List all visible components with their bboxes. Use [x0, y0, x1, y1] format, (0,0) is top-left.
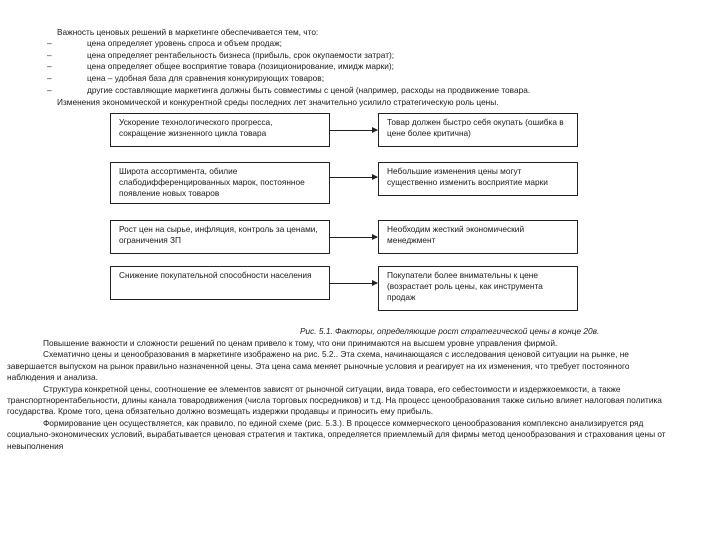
arrow-connector [330, 283, 377, 284]
factor-box: Рост цен на сырье, инфляция, контроль за ценами, ограничения ЗП [110, 220, 330, 254]
arrow-connector [330, 177, 377, 178]
arrow-connector [330, 237, 377, 238]
bullet-item: цена определяет общее восприятие товара (позиционирование, имидж марки); [87, 61, 394, 71]
bullet-item: другие составляющие маркетинга должны быть совместимы с ценой (например, расходы на продвижение товара. [87, 85, 531, 95]
factor-box: Снижение покупательной способности населения [110, 266, 330, 300]
bullet-marker: – [47, 85, 52, 95]
paragraph: Повышение важности и сложности решений по ценам привело к тому, что они принимаются на высшем уровне управления фирмой. [43, 338, 558, 348]
paragraph: Формирование цен осуществляется, как правило, по единой схеме (рис. 5.3.). В процессе коммерческого ценообразования комплексно анализируется ряд социально-экономических условий, вырабатывается ценовая стратегия и тактика, определяется приемлемый для фирмы метод ценообразования и страхования цены от невыполнения [7, 417, 666, 451]
effect-box: Товар должен быстро себя окупать (ошибка в цене более критична) [378, 113, 578, 147]
bullet-item: цена определяет уровень спроса и объем продаж; [87, 38, 282, 48]
intro-text: Важность ценовых решений в маркетинге обеспечивается тем, что: [57, 27, 319, 37]
bullet-marker: – [47, 73, 52, 83]
effect-box: Покупатели более внимательны к цене (возрастает роль цены, как инструмента продаж [378, 266, 578, 311]
bullet-marker: – [47, 61, 52, 71]
body-text [7, 338, 667, 452]
effect-box: Необходим жесткий экономический менеджмент [378, 220, 578, 254]
paragraph: Структура конкретной цены, соотношение ее элементов зависят от рыночной ситуации, вида товара, его себестоимости и издержкоемкости, а также транспортнорентабельности, длины канала товародвижения (числа торговых посредников) и т.д. На процесс ценообразования также сильно влияет налоговая политика государства. Кроме того, цена обязательно должно возмещать издержки продавцы и приносить ему прибыль. [7, 383, 662, 417]
figure-caption: Рис. 5.1. Факторы, определяющие рост стратегической цены в конце 20в. [300, 326, 600, 336]
bullet-marker: – [47, 38, 52, 48]
arrow-connector [330, 130, 377, 131]
paragraph: Схематично цены и ценообразования в маркетинге изображено на рис. 5.2.. Эта схема, начинающаяся с исследования ценовой ситуации на рынке, не завершается выпуском на рынок правильно назначенной цены. Эта цена сама меняет рыночные условия и реагирует на их изменения, что требует постоянного наблюдения и анализа. [7, 349, 630, 383]
bullet-item: цена – удобная база для сравнения конкурирующих товаров; [87, 73, 324, 83]
bullet-marker: – [47, 50, 52, 60]
factor-box: Широта ассортимента, обилие слабодифференцированных марок, постоянное появление новых товаров [110, 162, 330, 204]
lead-text: Изменения экономической и конкурентной среды последних лет значительно усилило стратегическую роль цены. [57, 97, 499, 107]
bullet-item: цена определяет рентабельность бизнеса (прибыль, срок окупаемости затрат); [87, 50, 395, 60]
effect-box: Небольшие изменения цены могут существенно изменить восприятие марки [378, 162, 578, 196]
factor-box: Ускорение технологического прогресса, сокращение жизненного цикла товара [110, 113, 330, 147]
